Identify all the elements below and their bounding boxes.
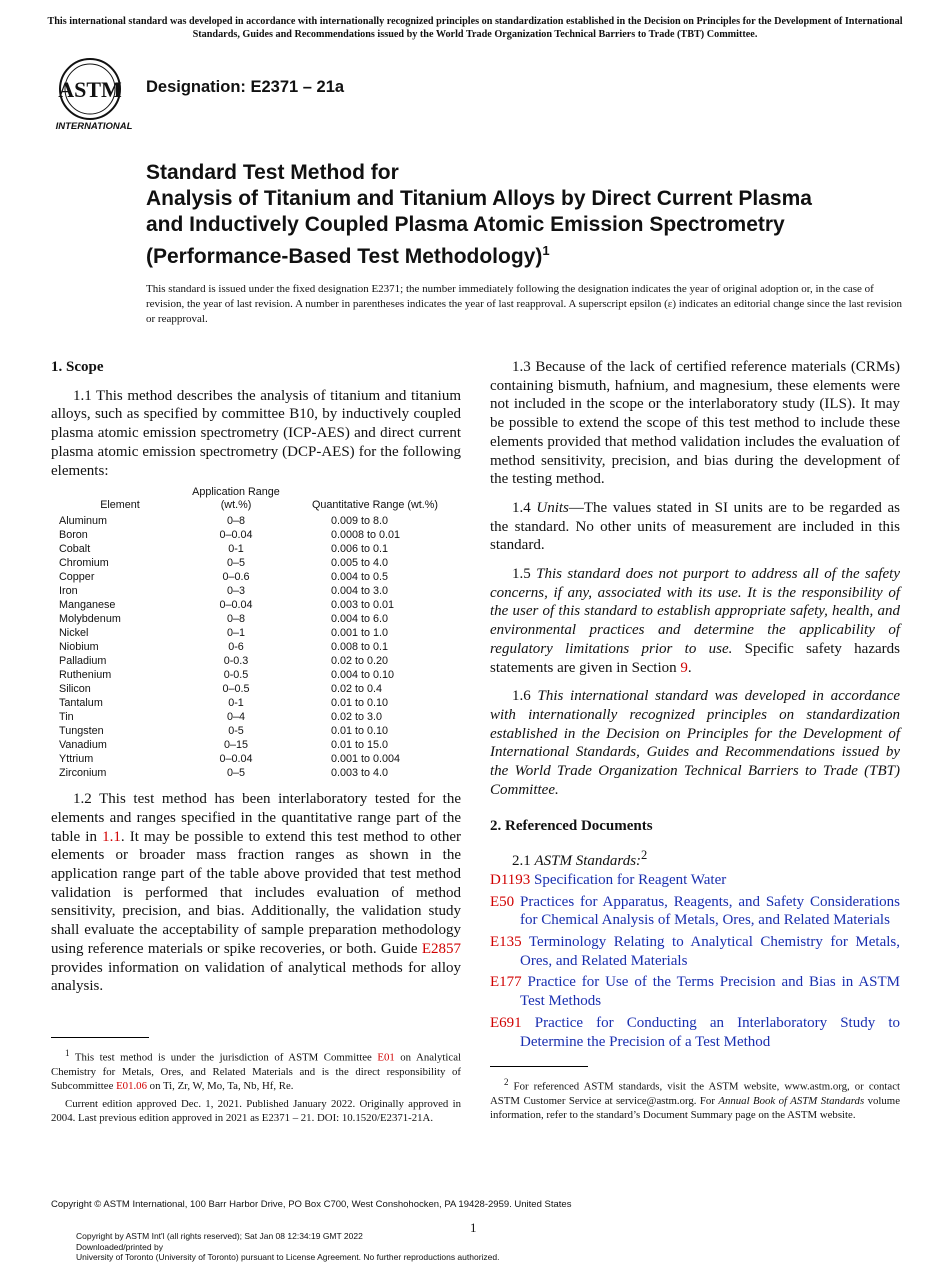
issued-note: This standard is issued under the fixed designation E2371; the number immediately following the designation indicates the year of original adoption or, in the case of revision, the year of last revision. A number in parentheses indicates the year of last reapproval. A superscript epsilon (ε) indicates an editorial change since the last revision or reapproval. xyxy=(146,283,903,325)
elements-table xyxy=(59,486,449,780)
para-1-2: 1.2 This test method has been interlaboratory tested for the elements and ranges specified in the quantitative range part of the table in 1.1. It may be possible to extend this test method to other elements or broader mass fraction ranges as shown in the application range part of the table above provided that test method validation is performed that includes evaluation of method sensitivity, precision, and bias. Additionally, the validation study shall evaluate the acceptability of sample preparation methodology using reference materials or spike recoveries, or both. Guide E2857 provides information on validation of analytical methods for alloy analysis. xyxy=(51,791,461,995)
reference-title-link[interactable]: Practice for Conducting an Interlaboratory Study to Determine the Precision of a Test Method xyxy=(520,1014,900,1050)
quantitative-range-cell: 0.01 to 15.0 xyxy=(331,739,389,752)
application-range-cell: 0–0.04 xyxy=(219,753,253,766)
svg-text:INTERNATIONAL: INTERNATIONAL xyxy=(55,121,133,132)
table-row xyxy=(59,668,449,682)
quantitative-range-cell: 0.0008 to 0.01 xyxy=(331,529,401,542)
reference-code-link[interactable]: E691 xyxy=(490,1014,522,1031)
quantitative-range-cell: 0.003 to 4.0 xyxy=(331,767,389,780)
application-range-cell: 0–8 xyxy=(226,613,245,626)
svg-text:ASTM: ASTM xyxy=(58,77,122,102)
application-range-cell: 0-1 xyxy=(228,697,244,710)
table-row xyxy=(59,738,449,752)
quantitative-range-cell: 0.01 to 0.10 xyxy=(331,725,389,738)
application-range-cell: 0–5 xyxy=(226,557,245,570)
element-cell: Molybdenum xyxy=(59,613,121,626)
reference-title-link[interactable]: Practice for Use of the Terms Precision and Bias in ASTM Test Methods xyxy=(520,974,900,1010)
element-cell: Nickel xyxy=(59,627,89,640)
license-line-1: Copyright by ASTM Int'l (all rights reserved); Sat Jan 08 12:34:19 GMT 2022 xyxy=(76,1231,363,1241)
table-row xyxy=(59,752,449,766)
quantitative-range-cell: 0.009 to 8.0 xyxy=(331,515,389,528)
para-1-3: 1.3 Because of the lack of certified reference materials (CRMs) containing bismuth, hafnium, and magnesium, these elements were not included in the scope or the interlaboratory study (ILS). It may be possible to extend the scope of this test method to include these elements provided that method validation includes the evaluation of method sensitivity, precision, and bias during the development of the testing method. xyxy=(490,359,900,488)
col-application-range: Application Range (wt.%) xyxy=(192,486,280,512)
right-column xyxy=(490,358,900,1054)
table-row xyxy=(59,514,449,528)
para-1-1: 1.1 This method describes the analysis of titanium and titanium alloys, such as specified by committee B10, by inductively coupled plasma atomic emission spectrometry (ICP-AES) and direct current plasma atomic emission spectrometry (DCP-AES) for the following elements: xyxy=(51,387,461,479)
link-e01[interactable]: E01 xyxy=(377,1051,395,1064)
element-cell: Chromium xyxy=(59,557,109,570)
quantitative-range-cell: 0.01 to 0.10 xyxy=(331,697,389,710)
license-notice xyxy=(76,1231,500,1263)
top-notice: This international standard was developed in accordance with internationally recognized principles on standardization established in the Decision on Principles for the Development of International Standards, Guides and Recommendations issued by the World Trade Organization Technical Barriers to Trade (TBT) Committee. xyxy=(47,16,903,40)
reference-title-link[interactable]: Terminology Relating to Analytical Chemistry for Metals, Ores, and Related Materials xyxy=(520,933,900,969)
quantitative-range-cell: 0.001 to 0.004 xyxy=(331,753,401,766)
element-cell: Yttrium xyxy=(59,753,94,766)
element-cell: Zirconium xyxy=(59,767,107,780)
copyright-line: Copyright © ASTM International, 100 Barr Harbor Drive, PO Box C700, West Conshohocken, PA 19428-2959. United States xyxy=(51,1199,572,1210)
table-row xyxy=(59,682,449,696)
designation: Designation: E2371 – 21a xyxy=(146,78,345,96)
element-cell: Silicon xyxy=(59,683,91,696)
reference-code-link[interactable]: E135 xyxy=(490,933,522,950)
application-range-cell: 0–0.5 xyxy=(222,683,250,696)
reference-item xyxy=(490,871,900,890)
table-row xyxy=(59,528,449,542)
reference-item xyxy=(490,933,900,970)
footnote-1 xyxy=(51,1046,461,1129)
element-cell: Iron xyxy=(59,585,78,598)
element-cell: Cobalt xyxy=(59,543,91,556)
application-range-cell: 0–0.04 xyxy=(219,529,253,542)
reference-title-link[interactable]: Practices for Apparatus, Reagents, and Safety Considerations for Chemical Analysis of Metals, Ores, and Related Materials xyxy=(514,893,900,929)
para-1-6: 1.6 This international standard was developed in accordance with internationally recognized principles on standardization established in the Decision on Principles for the Development of International Standards, Guides and Recommendations issued by the World Trade Organization Technical Barriers to Trade (TBT) Committee. xyxy=(490,688,901,798)
element-cell: Manganese xyxy=(59,599,116,612)
astm-standards-subhead: 2.1 ASTM Standards:$^2$ xyxy=(512,848,648,870)
application-range-cell: 0-6 xyxy=(228,641,244,654)
table-row xyxy=(59,724,449,738)
footnote-1-edition: Current edition approved Dec. 1, 2021. Published January 2022. Originally approved in 2004. Last previous edition approved in 2021 as E2371 – 21. DOI: 10.1520/E2371-21A. xyxy=(51,1097,461,1124)
astm-logo xyxy=(54,56,134,132)
page-number: 1 xyxy=(470,1220,477,1235)
application-range-cell: 0–5 xyxy=(226,767,245,780)
quantitative-range-cell: 0.008 to 0.1 xyxy=(331,641,389,654)
table-row xyxy=(59,710,449,724)
element-cell: Vanadium xyxy=(59,739,107,752)
application-range-cell: 0–15 xyxy=(223,739,249,752)
table-row xyxy=(59,570,449,584)
table-row xyxy=(59,598,449,612)
application-range-cell: 0–0.04 xyxy=(219,599,253,612)
quantitative-range-cell: 0.004 to 0.5 xyxy=(331,571,389,584)
element-cell: Niobium xyxy=(59,641,99,654)
footnote-rule-left xyxy=(51,1037,149,1038)
quantitative-range-cell: 0.001 to 1.0 xyxy=(331,627,389,640)
para-1-5: 1.5 This standard does not purport to address all of the safety concerns, if any, associated with its use. It is the responsibility of the user of this standard to establish appropriate safety, health, and environmental practices and determine the applicability of regulatory limitations prior to use. Specific safety hazards statements are given in Section 9. xyxy=(490,566,901,676)
reference-code-link[interactable]: D1193 xyxy=(490,871,531,888)
application-range-cell: 0-5 xyxy=(228,725,244,738)
link-section-1-1[interactable]: 1.1 xyxy=(102,828,121,845)
table-row xyxy=(59,696,449,710)
element-cell: Palladium xyxy=(59,655,107,668)
element-cell: Tantalum xyxy=(59,697,103,710)
quantitative-range-cell: 0.004 to 6.0 xyxy=(331,613,389,626)
reference-code-link[interactable]: E50 xyxy=(490,893,515,910)
reference-item xyxy=(490,893,900,930)
link-e01-06[interactable]: E01.06 xyxy=(116,1079,147,1092)
table-row xyxy=(59,640,449,654)
reference-title-link[interactable]: Specification for Reagent Water xyxy=(530,871,727,888)
application-range-cell: 0-1 xyxy=(228,543,244,556)
table-row xyxy=(59,766,449,780)
link-section-9[interactable]: 9 xyxy=(680,659,688,676)
application-range-cell: 0–1 xyxy=(226,627,245,640)
application-range-cell: 0–8 xyxy=(226,515,245,528)
license-line-2: Downloaded/printed by xyxy=(76,1241,163,1252)
quantitative-range-cell: 0.004 to 3.0 xyxy=(331,585,389,598)
reference-item xyxy=(490,1014,900,1051)
reference-item xyxy=(490,973,900,1010)
application-range-cell: 0–0.6 xyxy=(222,571,250,584)
application-range-cell: 0–4 xyxy=(226,711,245,724)
element-cell: Aluminum xyxy=(59,515,108,528)
title-main: Analysis of Titanium and Titanium Alloys by Direct Current Plasma and Inductively Coupled Plasma Atomic Emission Spectrometry (Performance-Based Test Methodology)$^1$ xyxy=(146,187,812,268)
document-title xyxy=(146,160,846,270)
element-cell: Ruthenium xyxy=(59,669,112,682)
element-cell: Tungsten xyxy=(59,725,104,738)
table-row xyxy=(59,654,449,668)
application-range-cell: 0-0.3 xyxy=(223,655,249,668)
quantitative-range-cell: 0.003 to 0.01 xyxy=(331,599,395,612)
col-element: Element xyxy=(100,499,140,512)
quantitative-range-cell: 0.004 to 0.10 xyxy=(331,669,395,682)
table-row xyxy=(59,626,449,640)
quantitative-range-cell: 0.02 to 3.0 xyxy=(331,711,383,724)
element-cell: Boron xyxy=(59,529,88,542)
footnote-1-text: $^1$ This test method is under the jurisdiction of ASTM Committee E01 on Analytical Chemistry for Metals, Ores, and Related Materials and is the direct responsibility of Subcommittee E01.06 on Ti, Zr, W, Mo, Ta, Nb, Hf, Re. xyxy=(51,1048,461,1092)
table-row xyxy=(59,556,449,570)
application-range-cell: 0-0.5 xyxy=(223,669,249,682)
footnote-2 xyxy=(490,1075,900,1126)
table-row xyxy=(59,612,449,626)
reference-list xyxy=(490,871,900,1051)
quantitative-range-cell: 0.02 to 0.4 xyxy=(331,683,383,696)
quantitative-range-cell: 0.006 to 0.1 xyxy=(331,543,389,556)
para-1-4: 1.4 Units—The values stated in SI units are to be regarded as the standard. No other units of measurement are included in this standard. xyxy=(490,499,900,554)
scope-heading: 1. Scope xyxy=(51,359,104,375)
left-column xyxy=(51,358,461,1006)
element-cell: Tin xyxy=(59,711,74,724)
refdocs-heading: 2. Referenced Documents xyxy=(490,818,653,835)
footnote-2-text: $^2$ For referenced ASTM standards, visit the ASTM website, www.astm.org, or contact ASTM Customer Service at service@astm.org. For Annual Book of ASTM Standards volume information, refer to the standard’s Document Summary page on the ASTM website. xyxy=(490,1077,900,1121)
license-line-3: University of Toronto (University of Toronto) pursuant to License Agreement. No further reproductions authorized. xyxy=(76,1252,500,1262)
table-row xyxy=(59,542,449,556)
link-e2857[interactable]: E2857 xyxy=(421,940,461,957)
quantitative-range-cell: 0.005 to 4.0 xyxy=(331,557,389,570)
reference-code-link[interactable]: E177 xyxy=(490,974,522,991)
quantitative-range-cell: 0.02 to 0.20 xyxy=(331,655,389,668)
element-cell: Copper xyxy=(59,571,95,584)
title-line-1: Standard Test Method for xyxy=(146,161,399,184)
footnote-rule-right xyxy=(490,1066,588,1067)
col-quantitative-range: Quantitative Range (wt.%) xyxy=(311,499,439,512)
title-footnote-mark: 1 xyxy=(542,243,550,258)
application-range-cell: 0–3 xyxy=(226,585,245,598)
table-row xyxy=(59,584,449,598)
